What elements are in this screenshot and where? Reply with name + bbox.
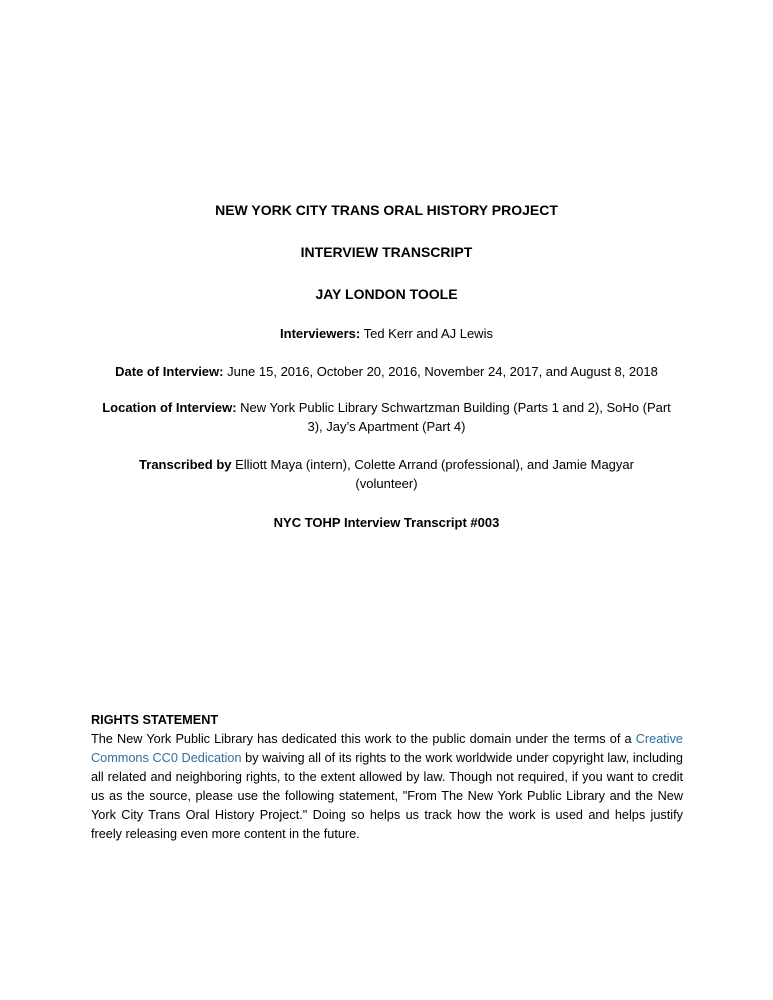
date-value: June 15, 2016, October 20, 2016, November 24, 2017, and August 8, 2018: [223, 364, 658, 379]
rights-text-after-link: by waiving all of its rights to the work worldwide under copyright law, including all related and neighboring rights, to the extent allowed by law. Though not required, if you want to credit us as the source, please use the following statement, "From The New York Public Library and the New York City Trans Oral History Project." Doing so helps us track how the work is used and helps justify freely releasing even more content in the future.: [91, 751, 683, 841]
transcribed-value: Elliott Maya (intern), Colette Arrand (professional), and Jamie Magyar (volunteer): [231, 457, 634, 491]
transcript-number: NYC TOHP Interview Transcript #003: [273, 515, 500, 530]
document-type-title: INTERVIEW TRANSCRIPT: [300, 244, 473, 260]
location-value: New York Public Library Schwartzman Building (Parts 1 and 2), SoHo (Part 3), Jay’s Apartment (Part 4): [236, 400, 671, 434]
interviewers-label: Interviewers:: [280, 326, 361, 341]
rights-title: RIGHTS STATEMENT: [91, 713, 219, 727]
transcribed-line: [110, 455, 663, 493]
project-title: NEW YORK CITY TRANS ORAL HISTORY PROJECT: [215, 202, 558, 218]
rights-text-before-link: The New York Public Library has dedicated this work to the public domain under the terms of a: [91, 732, 636, 746]
location-label: Location of Interview:: [102, 400, 237, 415]
date-label: Date of Interview:: [115, 364, 224, 379]
interviewers-line: [80, 324, 693, 343]
date-line: [70, 362, 703, 381]
location-line: [100, 398, 673, 436]
narrator-name: JAY LONDON TOOLE: [315, 286, 458, 302]
interviewers-value: Ted Kerr and AJ Lewis: [360, 326, 493, 341]
cc0-dedication-link[interactable]: Creative Commons CC0 Dedication: [91, 732, 683, 765]
rights-statement: [91, 711, 683, 844]
transcribed-label: Transcribed by: [139, 457, 232, 472]
